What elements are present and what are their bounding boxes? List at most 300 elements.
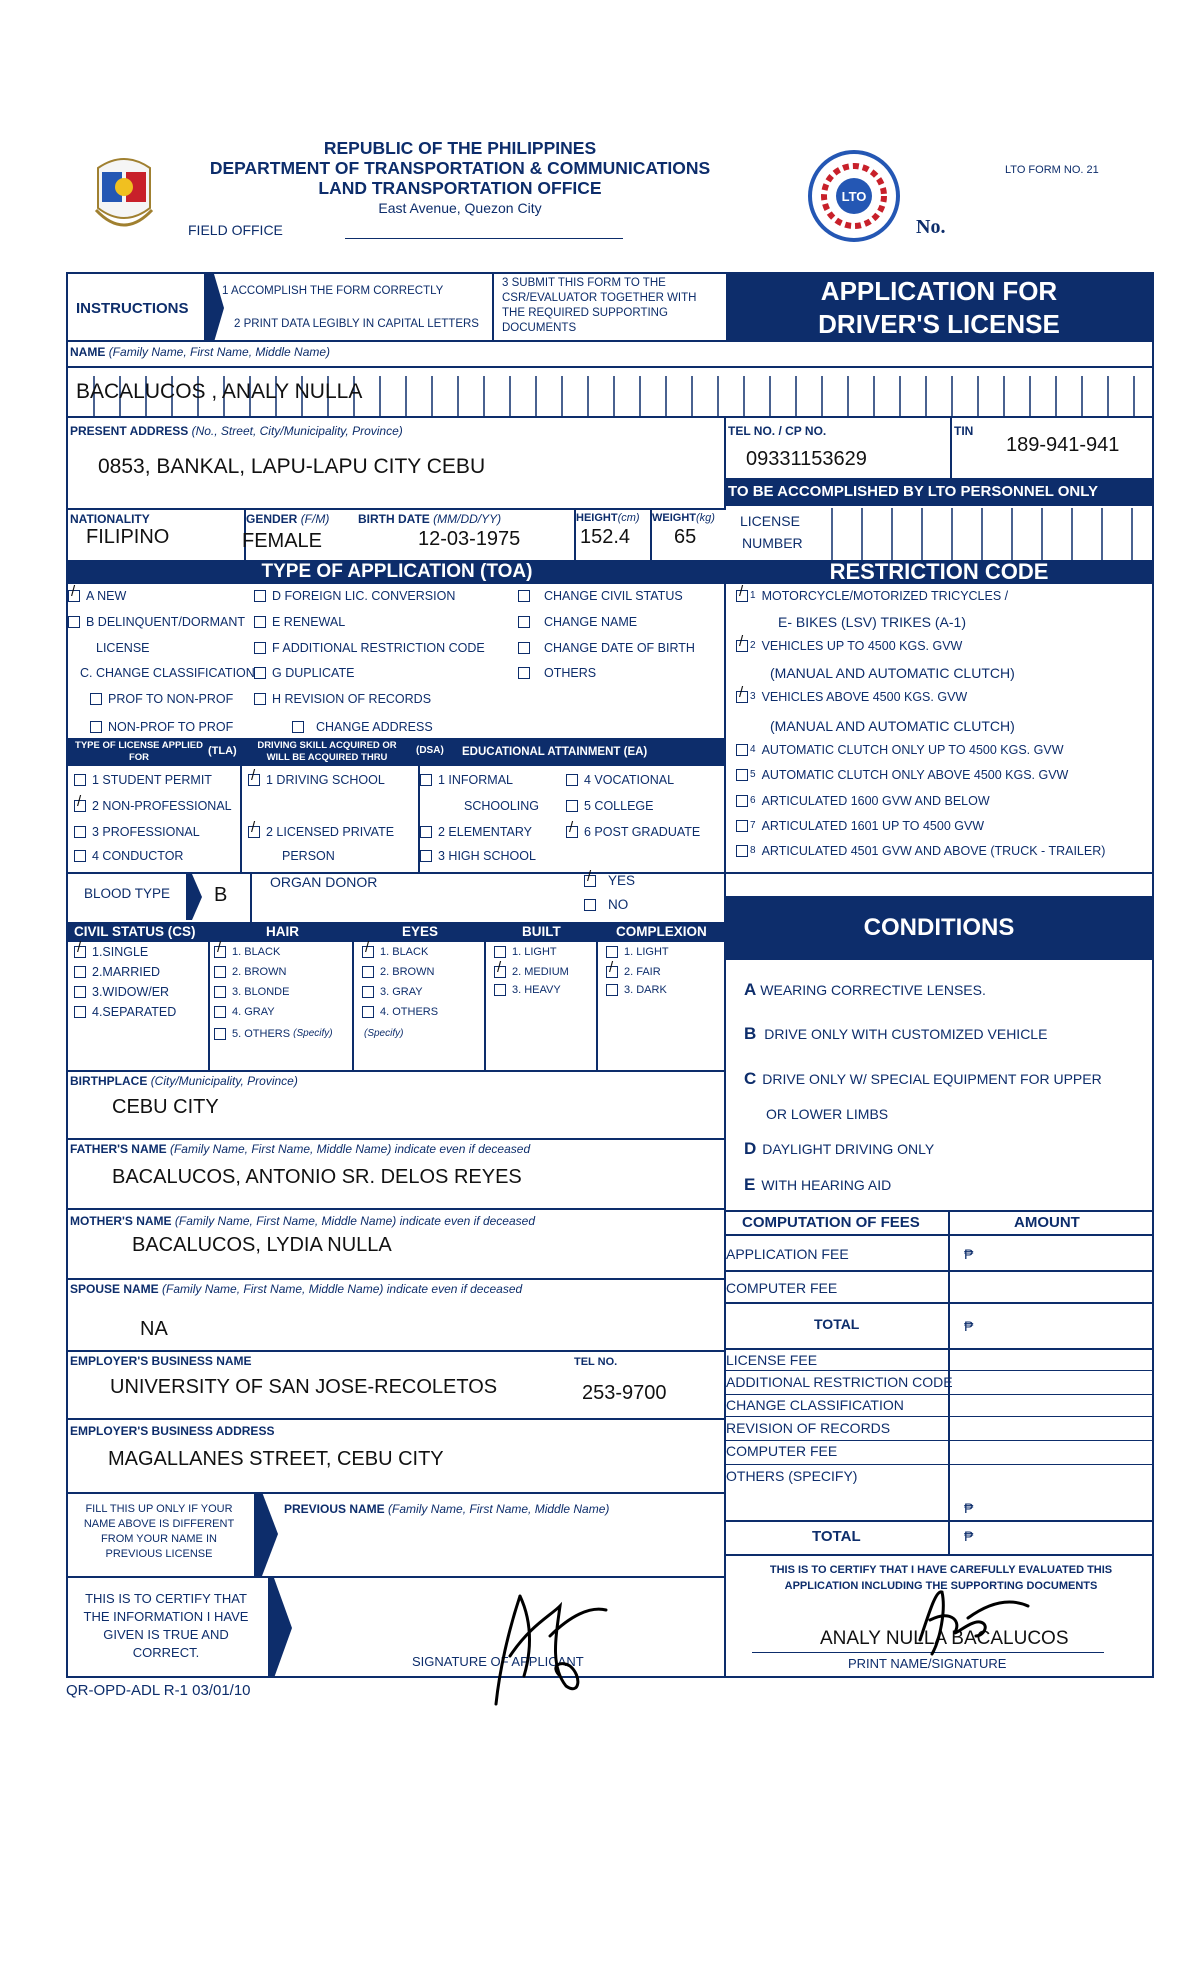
previous-arrow — [254, 1492, 280, 1576]
toa-nonprof-to-prof[interactable] — [90, 721, 233, 734]
number-label: No. — [916, 216, 946, 238]
fee-others-peso: ₱ — [964, 1500, 974, 1516]
hair-blonde-label: 3. BLONDE — [232, 985, 290, 998]
dsa-private-checkbox[interactable] — [248, 826, 260, 838]
mother-label-text: MOTHER'S NAME — [70, 1214, 172, 1228]
father-label-text: FATHER'S NAME — [70, 1142, 167, 1156]
tel-field[interactable]: 09331153629 — [746, 448, 867, 470]
seal-logo — [88, 150, 160, 240]
header-address: East Avenue, Quezon City — [378, 200, 542, 216]
comp-light[interactable] — [606, 946, 669, 958]
cs-married-label: 2.MARRIED — [92, 965, 161, 979]
cs-separated[interactable] — [74, 1006, 176, 1019]
toa-duplicate-checkbox[interactable] — [254, 667, 266, 679]
tla-pro[interactable] — [74, 826, 200, 839]
hair-blonde-checkbox[interactable] — [214, 986, 226, 998]
spouse-hint: (Family Name, First Name, Middle Name) indicate even if deceased — [162, 1282, 523, 1296]
cs-title: CIVIL STATUS (CS) — [74, 924, 196, 939]
ea-highschool[interactable] — [420, 850, 536, 863]
fee-change-classification: CHANGE CLASSIFICATION — [726, 1397, 904, 1413]
father-hint: (Family Name, First Name, Middle Name) indicate even if deceased — [169, 1142, 531, 1156]
ea-vocational-label: 4 VOCATIONAL — [584, 773, 675, 787]
employer-field[interactable]: UNIVERSITY OF SAN JOSE-RECOLETOS — [110, 1376, 498, 1398]
eyes-brown-checkbox[interactable] — [362, 966, 374, 978]
tla-code: (TLA) — [208, 745, 237, 757]
built-title: BUILT — [522, 924, 561, 939]
ea-informal-line2: SCHOOLING — [464, 799, 540, 813]
certify-text: THIS IS TO CERTIFY THAT THE INFORMATION I HAVE GIVEN IS TRUE AND CORRECT. — [83, 1591, 249, 1660]
address-field[interactable]: 0853, BANKAL, LAPU-LAPU CITY CEBU — [98, 455, 486, 478]
lto-emblem-text: LTO — [841, 189, 867, 204]
condition-a[interactable] — [744, 980, 986, 1000]
tla-title: TYPE OF LICENSE APPLIED FOR — [75, 740, 203, 763]
restriction-5-number: 5 — [750, 769, 756, 781]
organ-yes[interactable] — [584, 874, 635, 888]
conditions-banner: CONDITIONS — [726, 896, 1152, 960]
dsa-school-label: 1 DRIVING SCHOOL — [266, 773, 385, 787]
built-light[interactable] — [494, 946, 557, 958]
hair-blonde[interactable] — [214, 986, 289, 998]
cs-separated-checkbox[interactable] — [74, 1006, 86, 1018]
dsa-code: (DSA) — [416, 745, 444, 756]
tla-student-label: 1 STUDENT PERMIT — [92, 773, 212, 787]
spouse-label — [70, 1282, 522, 1296]
dsa-school-checkbox[interactable] — [248, 774, 260, 786]
father-field[interactable]: BACALUCOS, ANTONIO SR. DELOS REYES — [112, 1166, 522, 1188]
toa-additional-checkbox[interactable] — [254, 642, 266, 654]
eyes-brown[interactable] — [362, 966, 434, 978]
tla-header — [70, 740, 208, 764]
birth-field[interactable]: 12-03-1975 — [418, 528, 521, 550]
mother-hint: (Family Name, First Name, Middle Name) indicate even if deceased — [174, 1214, 536, 1228]
ea-college-checkbox[interactable] — [566, 800, 578, 812]
previous-label-text: PREVIOUS NAME — [284, 1502, 385, 1516]
toa-civil-status-label: CHANGE CIVIL STATUS — [544, 589, 683, 603]
license-number-label — [740, 510, 803, 554]
evaluator-name[interactable]: ANALY NULLA BACALUCOS — [820, 1628, 1069, 1649]
tla-conductor[interactable] — [74, 850, 183, 863]
employer-label: EMPLOYER'S BUSINESS NAME — [70, 1354, 252, 1368]
built-heavy-checkbox[interactable] — [494, 984, 506, 996]
cs-single-checkbox[interactable] — [74, 946, 86, 958]
name-hint: (Family Name, First Name, Middle Name) — [108, 345, 331, 359]
restriction-1-number: 1 — [750, 590, 756, 602]
employer-tel-label: TEL NO. — [574, 1356, 618, 1368]
condition-d[interactable] — [744, 1139, 934, 1159]
eyes-others[interactable] — [362, 1006, 438, 1018]
restriction-6-checkbox[interactable] — [736, 795, 748, 807]
mother-field[interactable]: BACALUCOS, LYDIA NULLA — [132, 1234, 392, 1256]
toa-nonprof-to-prof-checkbox[interactable] — [90, 721, 102, 733]
fee-total-1-peso: ₱ — [964, 1318, 974, 1334]
cs-single[interactable] — [74, 946, 148, 959]
toa-change-address-label: CHANGE ADDRESS — [316, 720, 433, 734]
license-number-boxes[interactable] — [822, 508, 1152, 560]
eyes-others-label: 4. OTHERS — [380, 1005, 439, 1018]
restriction-2-number: 2 — [750, 640, 756, 652]
toa-renewal[interactable] — [254, 616, 345, 629]
toa-additional[interactable] — [254, 642, 485, 655]
toa-civil-status-checkbox[interactable] — [518, 590, 530, 602]
evaluator-label: PRINT NAME/SIGNATURE — [848, 1656, 1007, 1671]
weight-label-text: WEIGHT — [652, 512, 696, 524]
organ-yes-checkbox[interactable] — [584, 875, 596, 887]
restriction-3-line2: (MANUAL AND AUTOMATIC CLUTCH) — [770, 718, 1015, 734]
birthplace-label — [70, 1074, 298, 1088]
hair-brown[interactable] — [214, 966, 286, 978]
comp-fair[interactable] — [606, 966, 661, 978]
name-field[interactable]: BACALUCOS , ANALY NULLA — [76, 380, 363, 403]
condition-e[interactable] — [744, 1175, 891, 1195]
toa-foreign-label: D FOREIGN LIC. CONVERSION — [272, 589, 456, 603]
header-republic: REPUBLIC OF THE PHILIPPINES — [323, 138, 597, 158]
toa-prof-to-nonprof-label: PROF TO NON-PROF — [108, 692, 234, 706]
fee-revision: REVISION OF RECORDS — [726, 1420, 891, 1436]
built-medium[interactable] — [494, 966, 569, 978]
organ-no-label: NO — [608, 897, 629, 912]
condition-b-label: DRIVE ONLY WITH CUSTOMIZED VEHICLE — [764, 1026, 1048, 1042]
employer-address-label: EMPLOYER'S BUSINESS ADDRESS — [70, 1424, 275, 1438]
license-number-label-1: LICENSE — [740, 513, 800, 529]
hair-others-checkbox[interactable] — [214, 1028, 226, 1040]
restriction-5-label: AUTOMATIC CLUTCH ONLY ABOVE 4500 KGS. GVW — [761, 768, 1069, 782]
restriction-7[interactable] — [736, 820, 984, 833]
ea-postgrad-checkbox[interactable] — [566, 826, 578, 838]
evaluator-text: THIS IS TO CERTIFY THAT I HAVE CAREFULLY EVALUATED THIS APPLICATION INCLUDING THE SUPPORTING DOCUMENTS — [769, 1564, 1113, 1592]
ea-informal-label: 1 INFORMAL — [438, 773, 514, 787]
restriction-4-label: AUTOMATIC CLUTCH ONLY UP TO 4500 KGS. GVW — [761, 743, 1064, 757]
header-department: DEPARTMENT OF TRANSPORTATION & COMMUNICATIONS — [209, 158, 711, 178]
hair-brown-label: 2. BROWN — [232, 965, 287, 978]
complexion-title: COMPLEXION — [616, 924, 707, 939]
restriction-1-line2: E- BIKES (LSV) TRIKES (A-1) — [778, 614, 967, 630]
fee-total-2: TOTAL — [812, 1528, 861, 1545]
dsa-header: DRIVING SKILL ACQUIRED OR WILL BE ACQUIRED THRU — [257, 740, 397, 763]
condition-b[interactable] — [744, 1024, 1047, 1044]
hair-title: HAIR — [266, 924, 299, 939]
tla-student[interactable] — [74, 774, 212, 787]
toa-delinquent-checkbox[interactable] — [68, 616, 80, 628]
cs-widow-checkbox[interactable] — [74, 986, 86, 998]
toa-delinquent[interactable] — [68, 616, 245, 629]
previous-label — [284, 1502, 609, 1516]
form-number: LTO FORM NO. 21 — [1005, 164, 1099, 176]
gender-label-text: GENDER — [246, 512, 298, 526]
restriction-8-checkbox[interactable] — [736, 845, 748, 857]
signature-label: SIGNATURE OF APPLICANT — [412, 1654, 584, 1669]
birthplace-field[interactable]: CEBU CITY — [112, 1096, 219, 1118]
spouse-field[interactable]: NA — [140, 1318, 168, 1340]
restriction-2-checkbox[interactable] — [736, 640, 748, 652]
restriction-8-label: ARTICULATED 4501 GVW AND ABOVE (TRUCK - TRAILER) — [761, 844, 1106, 858]
ea-informal[interactable] — [420, 774, 513, 787]
toa-renewal-checkbox[interactable] — [254, 616, 266, 628]
condition-e-letter: E — [744, 1175, 756, 1194]
nationality-field[interactable]: FILIPINO — [86, 526, 170, 548]
organ-no-checkbox[interactable] — [584, 899, 596, 911]
built-heavy[interactable] — [494, 984, 561, 996]
form-title — [726, 274, 1152, 342]
restriction-3-label: VEHICLES ABOVE 4500 KGS. GVW — [761, 690, 968, 704]
lto-emblem — [806, 148, 902, 244]
eyes-gray[interactable] — [362, 986, 423, 998]
comp-fair-checkbox[interactable] — [606, 966, 618, 978]
toa-revision[interactable] — [254, 693, 431, 706]
condition-a-label: WEARING CORRECTIVE LENSES. — [760, 982, 986, 998]
tla-pro-checkbox[interactable] — [74, 826, 86, 838]
eyes-title: EYES — [402, 924, 439, 939]
field-office-label: FIELD OFFICE — [188, 222, 283, 238]
toa-nonprof-to-prof-label: NON-PROF TO PROF — [108, 720, 234, 734]
restriction-8-number: 8 — [750, 845, 756, 857]
name-label-text: NAME — [70, 345, 106, 359]
fee-others: OTHERS (SPECIFY) — [726, 1468, 858, 1484]
height-field[interactable]: 152.4 — [580, 526, 631, 548]
hair-others-specify: (Specify) — [293, 1028, 333, 1039]
previous-hint: (Family Name, First Name, Middle Name) — [388, 1502, 610, 1516]
address-hint: (No., Street, City/Municipality, Province) — [191, 424, 403, 438]
hair-gray-checkbox[interactable] — [214, 1006, 226, 1018]
header-office: LAND TRANSPORTATION OFFICE — [318, 178, 602, 198]
cs-widow[interactable] — [74, 986, 169, 999]
ea-college-label: 5 COLLEGE — [584, 799, 654, 813]
organ-donor-label: ORGAN DONOR — [270, 874, 378, 890]
eyes-black-checkbox[interactable] — [362, 946, 374, 958]
toa-revision-label: H REVISION OF RECORDS — [272, 692, 432, 706]
organ-no[interactable] — [584, 898, 628, 912]
toa-change-dob[interactable] — [518, 642, 695, 655]
fee-computer: COMPUTER FEE — [726, 1280, 838, 1296]
restriction-4-number: 4 — [750, 744, 756, 756]
restriction-6-label: ARTICULATED 1600 GVW AND BELOW — [761, 794, 990, 808]
toa-revision-checkbox[interactable] — [254, 693, 266, 705]
toa-change-dob-checkbox[interactable] — [518, 642, 530, 654]
gender-label — [246, 512, 329, 526]
restriction-1-checkbox[interactable] — [736, 590, 748, 602]
toa-delinquent-label: B DELINQUENT/DORMANT — [86, 615, 246, 629]
ea-elementary-checkbox[interactable] — [420, 826, 432, 838]
restriction-3[interactable] — [736, 691, 967, 704]
tin-label: TIN — [954, 424, 974, 438]
comp-light-label: 1. LIGHT — [624, 945, 669, 958]
ea-postgrad[interactable] — [566, 826, 700, 839]
spouse-label-text: SPOUSE NAME — [70, 1282, 159, 1296]
toa-foreign[interactable] — [254, 590, 455, 603]
tin-field[interactable]: 189-941-941 — [1006, 434, 1120, 456]
address-label — [70, 424, 403, 438]
ea-vocational-checkbox[interactable] — [566, 774, 578, 786]
height-label — [576, 512, 640, 524]
restriction-3-checkbox[interactable] — [736, 691, 748, 703]
condition-c-letter: C — [744, 1069, 757, 1088]
hair-brown-checkbox[interactable] — [214, 966, 226, 978]
toa-renewal-label: E RENEWAL — [272, 615, 346, 629]
toa-change-address-checkbox[interactable] — [292, 721, 304, 733]
ea-vocational[interactable] — [566, 774, 674, 787]
organ-yes-label: YES — [608, 873, 636, 888]
height-label-text: HEIGHT — [576, 512, 618, 524]
blood-arrow — [186, 874, 202, 920]
hair-others[interactable] — [214, 1028, 333, 1040]
restriction-3-number: 3 — [750, 691, 756, 703]
instructions-label: INSTRUCTIONS — [76, 300, 189, 317]
built-heavy-label: 3. HEAVY — [512, 983, 561, 996]
toa-civil-status[interactable] — [518, 590, 683, 603]
dsa-private-label: 2 LICENSED PRIVATE — [266, 825, 395, 839]
restriction-2-line2: (MANUAL AND AUTOMATIC CLUTCH) — [770, 665, 1015, 681]
comp-dark-checkbox[interactable] — [606, 984, 618, 996]
toa-change-name-label: CHANGE NAME — [544, 615, 638, 629]
mother-label — [70, 1214, 535, 1228]
fee-total-2-peso: ₱ — [964, 1528, 974, 1544]
fee-license: LICENSE FEE — [726, 1352, 818, 1368]
toa-duplicate-label: G DUPLICATE — [272, 666, 355, 680]
restriction-4[interactable] — [736, 744, 1064, 757]
restriction-6-number: 6 — [750, 795, 756, 807]
toa-others[interactable] — [518, 667, 596, 680]
condition-d-label: DAYLIGHT DRIVING ONLY — [762, 1141, 935, 1157]
restriction-5-checkbox[interactable] — [736, 769, 748, 781]
ea-postgrad-label: 6 POST GRADUATE — [584, 825, 701, 839]
eyes-others-checkbox[interactable] — [362, 1006, 374, 1018]
eyes-specify: (Specify) — [364, 1028, 404, 1039]
restriction-7-checkbox[interactable] — [736, 820, 748, 832]
evaluator-signature[interactable] — [880, 1580, 1030, 1660]
tla-conductor-checkbox[interactable] — [74, 850, 86, 862]
restriction-1-label: MOTORCYCLE/MOTORIZED TRICYCLES / — [761, 589, 1009, 603]
tla-nonpro[interactable] — [74, 800, 232, 813]
height-hint: (cm) — [617, 512, 640, 524]
toa-others-label: OTHERS — [544, 666, 597, 680]
toa-change-name[interactable] — [518, 616, 637, 629]
fee-computer-2: COMPUTER FEE — [726, 1443, 838, 1459]
eyes-black[interactable] — [362, 946, 428, 958]
fees-title: COMPUTATION OF FEES — [742, 1214, 920, 1231]
birthplace-label-text: BIRTHPLACE — [70, 1074, 148, 1088]
address-label-text: PRESENT ADDRESS — [70, 424, 189, 438]
gender-hint: (F/M) — [300, 512, 330, 526]
dsa-private[interactable] — [248, 826, 394, 839]
name-label — [70, 345, 330, 359]
toa-prof-to-nonprof[interactable] — [90, 693, 233, 706]
ea-elementary[interactable] — [420, 826, 532, 839]
instruction-1: 1 ACCOMPLISH THE FORM CORRECTLY — [222, 285, 444, 297]
restriction-2[interactable] — [736, 640, 962, 653]
ea-college[interactable] — [566, 800, 653, 813]
gender-field[interactable]: FEMALE — [242, 530, 323, 552]
instruction-3: 3 SUBMIT THIS FORM TO THE CSR/EVALUATOR TOGETHER WITH THE REQUIRED SUPPORTING DOCUMENTS — [502, 277, 697, 334]
toa-change-address[interactable] — [292, 721, 433, 734]
father-label — [70, 1142, 530, 1156]
hair-black[interactable] — [214, 946, 280, 958]
blood-type-field[interactable]: B — [214, 884, 228, 906]
cs-widow-label: 3.WIDOW/ER — [92, 985, 170, 999]
fee-total-1: TOTAL — [814, 1316, 860, 1332]
blood-type-label: BLOOD TYPE — [84, 886, 171, 901]
toa-new[interactable] — [68, 590, 126, 603]
tla-pro-label: 3 PROFESSIONAL — [92, 825, 200, 839]
tla-conductor-label: 4 CONDUCTOR — [92, 849, 184, 863]
birthplace-hint: (City/Municipality, Province) — [150, 1074, 298, 1088]
weight-field[interactable]: 65 — [674, 526, 697, 548]
cs-married[interactable] — [74, 966, 160, 979]
birth-label-text: BIRTH DATE — [358, 512, 430, 526]
cs-married-checkbox[interactable] — [74, 966, 86, 978]
tla-student-checkbox[interactable] — [74, 774, 86, 786]
toa-new-label: A NEW — [86, 589, 127, 603]
tla-nonpro-checkbox[interactable] — [74, 800, 86, 812]
previous-field[interactable] — [284, 1522, 714, 1572]
form-title-line1: APPLICATION FOR — [820, 276, 1058, 306]
employer-tel-field[interactable]: 253-9700 — [582, 1382, 667, 1404]
fee-application-peso: ₱ — [964, 1246, 974, 1262]
weight-hint: (kg) — [696, 512, 715, 524]
toa-duplicate[interactable] — [254, 667, 354, 680]
built-light-label: 1. LIGHT — [512, 945, 557, 958]
certify-arrow — [268, 1578, 294, 1678]
fee-application: APPLICATION FEE — [726, 1246, 849, 1262]
condition-c-line2: OR LOWER LIMBS — [766, 1106, 889, 1122]
dsa-school[interactable] — [248, 774, 385, 787]
restriction-5[interactable] — [736, 769, 1068, 782]
form-title-line2: DRIVER'S LICENSE — [818, 309, 1060, 339]
restriction-2-label: VEHICLES UP TO 4500 KGS. GVW — [761, 639, 963, 653]
comp-light-checkbox[interactable] — [606, 946, 618, 958]
license-number-label-2: NUMBER — [742, 535, 803, 551]
employer-address-field[interactable]: MAGALLANES STREET, CEBU CITY — [108, 1448, 444, 1470]
toa-banner: TYPE OF APPLICATION (TOA) — [68, 560, 726, 584]
nationality-label: NATIONALITY — [70, 512, 150, 526]
condition-c-label: DRIVE ONLY W/ SPECIAL EQUIPMENT FOR UPPER — [762, 1071, 1102, 1087]
toa-prof-to-nonprof-checkbox[interactable] — [90, 693, 102, 705]
applicant-signature[interactable] — [490, 1586, 620, 1716]
hair-gray[interactable] — [214, 1006, 275, 1018]
toa-new-checkbox[interactable] — [68, 590, 80, 602]
toa-change-name-checkbox[interactable] — [518, 616, 530, 628]
eyes-gray-checkbox[interactable] — [362, 986, 374, 998]
comp-fair-label: 2. FAIR — [624, 965, 661, 978]
cs-separated-label: 4.SEPARATED — [92, 1005, 177, 1019]
restriction-banner: RESTRICTION CODE — [726, 560, 1152, 584]
hair-others-label: 5. OTHERS — [232, 1027, 291, 1040]
ea-informal-checkbox[interactable] — [420, 774, 432, 786]
comp-dark-label: 3. DARK — [624, 983, 667, 996]
toa-others-checkbox[interactable] — [518, 667, 530, 679]
comp-dark[interactable] — [606, 984, 667, 996]
hair-gray-label: 4. GRAY — [232, 1005, 275, 1018]
condition-c[interactable] — [744, 1069, 1102, 1089]
fee-additional-restriction: ADDITIONAL RESTRICTION CODE — [726, 1374, 953, 1390]
birth-label — [358, 512, 501, 526]
dsa-private-line2: PERSON — [282, 849, 335, 863]
built-medium-checkbox[interactable] — [494, 966, 506, 978]
restriction-7-label: ARTICULATED 1601 UP TO 4500 GVW — [761, 819, 985, 833]
built-light-checkbox[interactable] — [494, 946, 506, 958]
restriction-4-checkbox[interactable] — [736, 744, 748, 756]
toa-additional-label: F ADDITIONAL RESTRICTION CODE — [272, 641, 485, 655]
ea-header: EDUCATIONAL ATTAINMENT (EA) — [462, 746, 648, 758]
hair-black-checkbox[interactable] — [214, 946, 226, 958]
restriction-8[interactable] — [736, 845, 1105, 858]
tla-nonpro-label: 2 NON-PROFESSIONAL — [92, 799, 232, 813]
restriction-6[interactable] — [736, 795, 990, 808]
hair-black-label: 1. BLACK — [232, 945, 281, 958]
ea-highschool-checkbox[interactable] — [420, 850, 432, 862]
instruction-2: 2 PRINT DATA LEGIBLY IN CAPITAL LETTERS — [234, 318, 479, 330]
tel-label: TEL NO. / CP NO. — [728, 424, 827, 438]
toa-foreign-checkbox[interactable] — [254, 590, 266, 602]
restriction-1[interactable] — [736, 590, 1008, 603]
